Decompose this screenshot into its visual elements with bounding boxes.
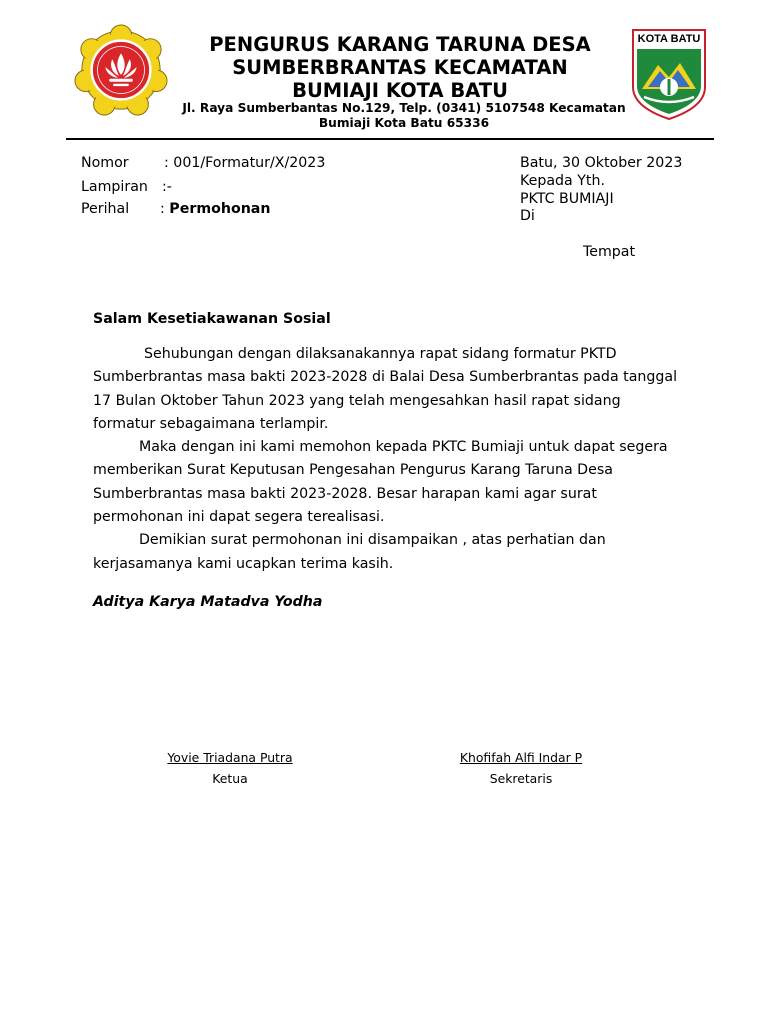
- signature-sekretaris: [421, 747, 621, 789]
- body-paragraph-1: Sehubungan dengan dilaksanakannya rapat sidang formatur PKTD Sumberbrantas masa bakti 2023-2028 di Balai Desa Sumberbrantas pada tanggal 17 Bulan Oktober Tahun 2023 yang telah mengesahkan hasil rapat sidang formatur sebagaimana terlampir.: [93, 346, 678, 432]
- addressee-block: [520, 155, 682, 226]
- body-paragraph-3: Demikian surat permohonan ini disampaikan , atas perhatian dan kerjasamanya kami ucapkan terima kasih.: [93, 532, 606, 572]
- kota-batu-logo-text: KOTA BATU: [637, 33, 701, 45]
- perihal-colon: :: [160, 201, 170, 217]
- perihal-label: Perihal: [81, 201, 130, 217]
- organization-motto: Aditya Karya Matadva Yodha: [93, 594, 323, 610]
- nomor-label: Nomor: [81, 155, 129, 171]
- letter-date: Batu, 30 Oktober 2023: [520, 155, 683, 171]
- body-paragraph-2: Maka dengan ini kami memohon kepada PKTC Bumiaji untuk dapat segera memberikan Surat Keputusan Pengesahan Pengurus Karang Taruna Desa Sumberbrantas masa bakti 2023-2028. Besar harapan kami agar surat permohonan ini dapat segera terealisasi.: [93, 439, 668, 526]
- title-line-1: PENGURUS KARANG TARUNA DESA: [209, 33, 591, 56]
- lampiran-value: :-: [162, 178, 172, 195]
- addressee-salutation: Kepada Yth.: [520, 172, 605, 189]
- address-line-1: Jl. Raya Sumberbantas No.129, Telp. (0341) 5107548 Kecamatan: [182, 101, 626, 115]
- perihal-value-wrap: [160, 201, 270, 218]
- title-line-3: BUMIAJI KOTA BATU: [292, 79, 508, 102]
- addressee-recipient: PKTC BUMIAJI: [520, 190, 614, 207]
- ketua-name: Yovie Triadana Putra: [167, 750, 293, 765]
- nomor-value: : 001/Formatur/X/2023: [164, 155, 326, 171]
- signature-ketua: [130, 747, 330, 789]
- addressee-place: Tempat: [583, 244, 636, 260]
- addressee-di: Di: [520, 208, 535, 225]
- letterhead-divider: [66, 138, 714, 140]
- letter-greeting: Salam Kesetiakawanan Sosial: [93, 311, 331, 327]
- title-line-2: SUMBERBRANTAS KECAMATAN: [232, 56, 568, 79]
- organization-title: [150, 33, 650, 102]
- lampiran-label: Lampiran: [81, 178, 148, 195]
- ketua-role: Ketua: [212, 771, 248, 786]
- sekretaris-name: Khofifah Alfi Indar P: [459, 750, 583, 765]
- organization-address: [160, 101, 648, 131]
- letter-body: [93, 343, 683, 576]
- sekretaris-role: Sekretaris: [489, 771, 553, 786]
- address-line-2: Bumiaji Kota Batu 65336: [318, 116, 490, 130]
- perihal-value: Permohonan: [169, 201, 271, 217]
